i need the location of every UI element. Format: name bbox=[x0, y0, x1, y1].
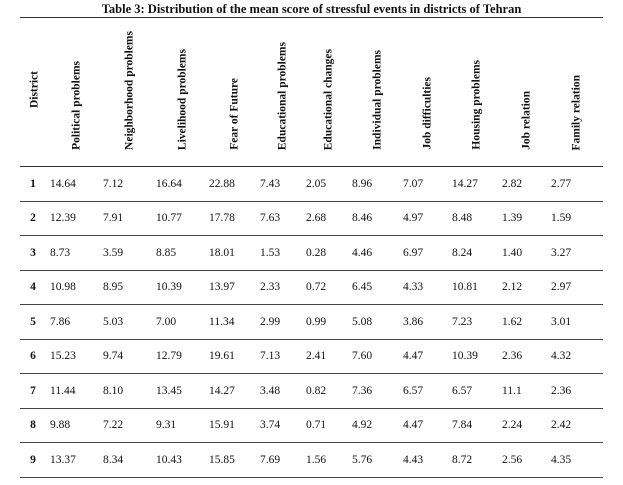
score-cell-educational-changes: 2.41 bbox=[306, 350, 327, 363]
district-number-cell: 7 bbox=[30, 384, 36, 397]
score-cell-fear-of-future: 15.85 bbox=[209, 453, 235, 466]
score-cell-educational-changes: 2.05 bbox=[306, 177, 327, 190]
score-cell-housing-problems: 10.81 bbox=[452, 281, 478, 294]
score-cell-job-relation: 2.36 bbox=[502, 350, 523, 363]
score-cell-livelihood-problems: 10.39 bbox=[156, 281, 182, 294]
score-cell-job-difficulties: 3.86 bbox=[403, 315, 424, 328]
score-cell-family-relation: 1.59 bbox=[551, 212, 572, 225]
score-cell-fear-of-future: 19.61 bbox=[209, 350, 235, 363]
score-cell-family-relation: 2.77 bbox=[551, 177, 572, 190]
district-number-cell: 6 bbox=[30, 350, 36, 363]
score-cell-family-relation: 2.97 bbox=[551, 281, 572, 294]
score-cell-job-relation: 2.56 bbox=[502, 453, 523, 466]
score-cell-educational-problems: 7.69 bbox=[260, 453, 281, 466]
score-cell-job-difficulties: 4.97 bbox=[403, 212, 424, 225]
score-cell-job-relation: 2.82 bbox=[502, 177, 523, 190]
score-cell-educational-problems: 7.43 bbox=[260, 177, 281, 190]
column-header-label: Political problems bbox=[70, 61, 82, 150]
score-cell-educational-changes: 2.68 bbox=[306, 212, 327, 225]
score-cell-fear-of-future: 13.97 bbox=[209, 281, 235, 294]
score-cell-fear-of-future: 15.91 bbox=[209, 419, 235, 432]
score-cell-neighborhood-problems: 7.12 bbox=[103, 177, 124, 190]
table-row bbox=[20, 408, 603, 443]
table-row bbox=[20, 339, 603, 374]
score-cell-family-relation: 4.32 bbox=[551, 350, 572, 363]
score-cell-neighborhood-problems: 9.74 bbox=[103, 350, 124, 363]
score-cell-fear-of-future: 14.27 bbox=[209, 384, 235, 397]
district-number-cell: 5 bbox=[30, 315, 36, 328]
score-cell-individual-problems: 7.60 bbox=[352, 350, 373, 363]
district-number-cell: 4 bbox=[30, 281, 36, 294]
column-header-neighborhood-problems bbox=[103, 18, 156, 167]
score-cell-housing-problems: 8.48 bbox=[452, 212, 473, 225]
score-cell-livelihood-problems: 7.00 bbox=[156, 315, 177, 328]
score-cell-job-relation: 2.12 bbox=[502, 281, 523, 294]
score-cell-political-problems: 11.44 bbox=[50, 384, 76, 397]
column-header-label: Housing problems bbox=[470, 60, 483, 150]
table-row bbox=[20, 236, 603, 271]
score-cell-job-difficulties: 4.43 bbox=[403, 453, 424, 466]
score-cell-political-problems: 8.73 bbox=[50, 246, 71, 259]
score-cell-neighborhood-problems: 7.91 bbox=[103, 212, 124, 225]
score-cell-livelihood-problems: 16.64 bbox=[156, 177, 182, 190]
score-cell-individual-problems: 5.08 bbox=[352, 315, 373, 328]
score-cell-housing-problems: 10.39 bbox=[452, 350, 478, 363]
score-cell-educational-changes: 0.71 bbox=[306, 419, 327, 432]
score-cell-educational-changes: 0.72 bbox=[306, 281, 327, 294]
score-cell-job-difficulties: 7.07 bbox=[403, 177, 424, 190]
column-header-label: District bbox=[28, 71, 41, 109]
column-header-label: Individual problems bbox=[371, 50, 383, 150]
score-cell-livelihood-problems: 13.45 bbox=[156, 384, 182, 397]
table-row bbox=[20, 374, 603, 409]
column-header-housing-problems bbox=[452, 18, 502, 167]
column-header-label: Livelihood problems bbox=[176, 48, 188, 150]
score-cell-family-relation: 2.36 bbox=[551, 384, 572, 397]
score-cell-fear-of-future: 11.34 bbox=[209, 315, 235, 328]
district-number-cell: 2 bbox=[30, 212, 36, 225]
column-header-label: Job difficulties bbox=[421, 77, 433, 150]
score-cell-individual-problems: 5.76 bbox=[352, 453, 373, 466]
score-cell-housing-problems: 14.27 bbox=[452, 177, 478, 190]
score-cell-fear-of-future: 22.88 bbox=[209, 177, 235, 190]
score-cell-neighborhood-problems: 8.10 bbox=[103, 384, 124, 397]
score-cell-livelihood-problems: 10.77 bbox=[156, 212, 182, 225]
score-cell-political-problems: 9.88 bbox=[50, 419, 71, 432]
column-header-label: Job relation bbox=[520, 91, 532, 150]
column-header-label: Fear of Future bbox=[228, 78, 240, 150]
score-cell-political-problems: 10.98 bbox=[50, 281, 76, 294]
score-cell-job-difficulties: 6.57 bbox=[403, 384, 424, 397]
table-row bbox=[20, 201, 603, 236]
score-cell-family-relation: 4.35 bbox=[551, 453, 572, 466]
table-caption: Table 3: Distribution of the mean score of stressful events in districts of Tehran bbox=[101, 2, 522, 16]
score-cell-educational-changes: 1.56 bbox=[306, 453, 327, 466]
score-cell-political-problems: 13.37 bbox=[50, 453, 76, 466]
score-cell-neighborhood-problems: 8.95 bbox=[103, 281, 124, 294]
score-cell-political-problems: 15.23 bbox=[50, 350, 76, 363]
score-cell-educational-problems: 2.33 bbox=[260, 281, 281, 294]
column-header-label: Family relation bbox=[570, 74, 583, 150]
score-cell-individual-problems: 7.36 bbox=[352, 384, 373, 397]
score-cell-housing-problems: 7.84 bbox=[452, 419, 473, 432]
score-cell-educational-problems: 7.13 bbox=[260, 350, 281, 363]
score-cell-educational-changes: 0.28 bbox=[306, 246, 327, 259]
score-cell-neighborhood-problems: 8.34 bbox=[103, 453, 124, 466]
score-cell-job-relation: 1.40 bbox=[502, 246, 523, 259]
score-cell-job-relation: 11.1 bbox=[502, 384, 522, 397]
score-cell-educational-problems: 7.63 bbox=[260, 212, 281, 225]
column-header-job-relation bbox=[502, 18, 551, 167]
score-cell-individual-problems: 8.46 bbox=[352, 212, 373, 225]
score-cell-educational-problems: 3.48 bbox=[260, 384, 281, 397]
score-cell-housing-problems: 7.23 bbox=[452, 315, 473, 328]
score-cell-fear-of-future: 18.01 bbox=[209, 246, 235, 259]
score-cell-individual-problems: 6.45 bbox=[352, 281, 373, 294]
score-cell-educational-changes: 0.82 bbox=[306, 384, 327, 397]
score-cell-livelihood-problems: 8.85 bbox=[156, 246, 177, 259]
score-cell-individual-problems: 4.92 bbox=[352, 419, 373, 432]
column-header-family-relation bbox=[551, 18, 603, 167]
score-cell-educational-changes: 0.99 bbox=[306, 315, 327, 328]
score-cell-individual-problems: 4.46 bbox=[352, 246, 373, 259]
column-header-educational-problems bbox=[260, 18, 306, 167]
score-cell-livelihood-problems: 10.43 bbox=[156, 453, 182, 466]
score-cell-political-problems: 7.86 bbox=[50, 315, 71, 328]
score-cell-educational-problems: 3.74 bbox=[260, 419, 281, 432]
column-header-individual-problems bbox=[352, 18, 403, 167]
score-cell-political-problems: 12.39 bbox=[50, 212, 76, 225]
column-header-district bbox=[20, 18, 50, 167]
column-header-label: Educational problems bbox=[276, 41, 289, 150]
score-cell-fear-of-future: 17.78 bbox=[209, 212, 235, 225]
column-header-fear-of-future bbox=[209, 18, 260, 167]
column-header-political-problems bbox=[50, 18, 103, 167]
score-cell-job-difficulties: 4.47 bbox=[403, 350, 424, 363]
score-cell-individual-problems: 8.96 bbox=[352, 177, 373, 190]
score-cell-job-difficulties: 4.33 bbox=[403, 281, 424, 294]
score-cell-neighborhood-problems: 7.22 bbox=[103, 419, 124, 432]
stress-score-table bbox=[20, 17, 603, 478]
table-row bbox=[20, 167, 603, 202]
table-row bbox=[20, 270, 603, 305]
score-cell-job-relation: 2.24 bbox=[502, 419, 523, 432]
score-cell-neighborhood-problems: 5.03 bbox=[103, 315, 124, 328]
district-number-cell: 8 bbox=[30, 419, 36, 432]
score-cell-job-relation: 1.39 bbox=[502, 212, 523, 225]
score-cell-family-relation: 3.01 bbox=[551, 315, 572, 328]
score-cell-educational-problems: 1.53 bbox=[260, 246, 281, 259]
score-cell-housing-problems: 6.57 bbox=[452, 384, 473, 397]
district-number-cell: 9 bbox=[30, 453, 36, 466]
table-row bbox=[20, 443, 603, 478]
score-cell-family-relation: 3.27 bbox=[551, 246, 572, 259]
score-cell-family-relation: 2.42 bbox=[551, 419, 572, 432]
score-cell-political-problems: 14.64 bbox=[50, 177, 76, 190]
column-header-label: Educational changes bbox=[322, 48, 335, 150]
score-cell-housing-problems: 8.72 bbox=[452, 453, 473, 466]
column-header-label: Neighborhood problems bbox=[123, 31, 135, 150]
score-cell-educational-problems: 2.99 bbox=[260, 315, 281, 328]
column-header-job-difficulties bbox=[403, 18, 452, 167]
district-number-cell: 1 bbox=[30, 177, 36, 190]
table-row bbox=[20, 305, 603, 340]
column-header-educational-changes bbox=[306, 18, 352, 167]
district-number-cell: 3 bbox=[30, 246, 36, 259]
score-cell-livelihood-problems: 9.31 bbox=[156, 419, 177, 432]
column-header-livelihood-problems bbox=[156, 18, 209, 167]
score-cell-neighborhood-problems: 3.59 bbox=[103, 246, 124, 259]
score-cell-housing-problems: 8.24 bbox=[452, 246, 473, 259]
score-cell-job-relation: 1.62 bbox=[502, 315, 523, 328]
score-cell-livelihood-problems: 12.79 bbox=[156, 350, 182, 363]
header-row bbox=[20, 18, 603, 167]
score-cell-job-difficulties: 6.97 bbox=[403, 246, 424, 259]
score-cell-job-difficulties: 4.47 bbox=[403, 419, 424, 432]
